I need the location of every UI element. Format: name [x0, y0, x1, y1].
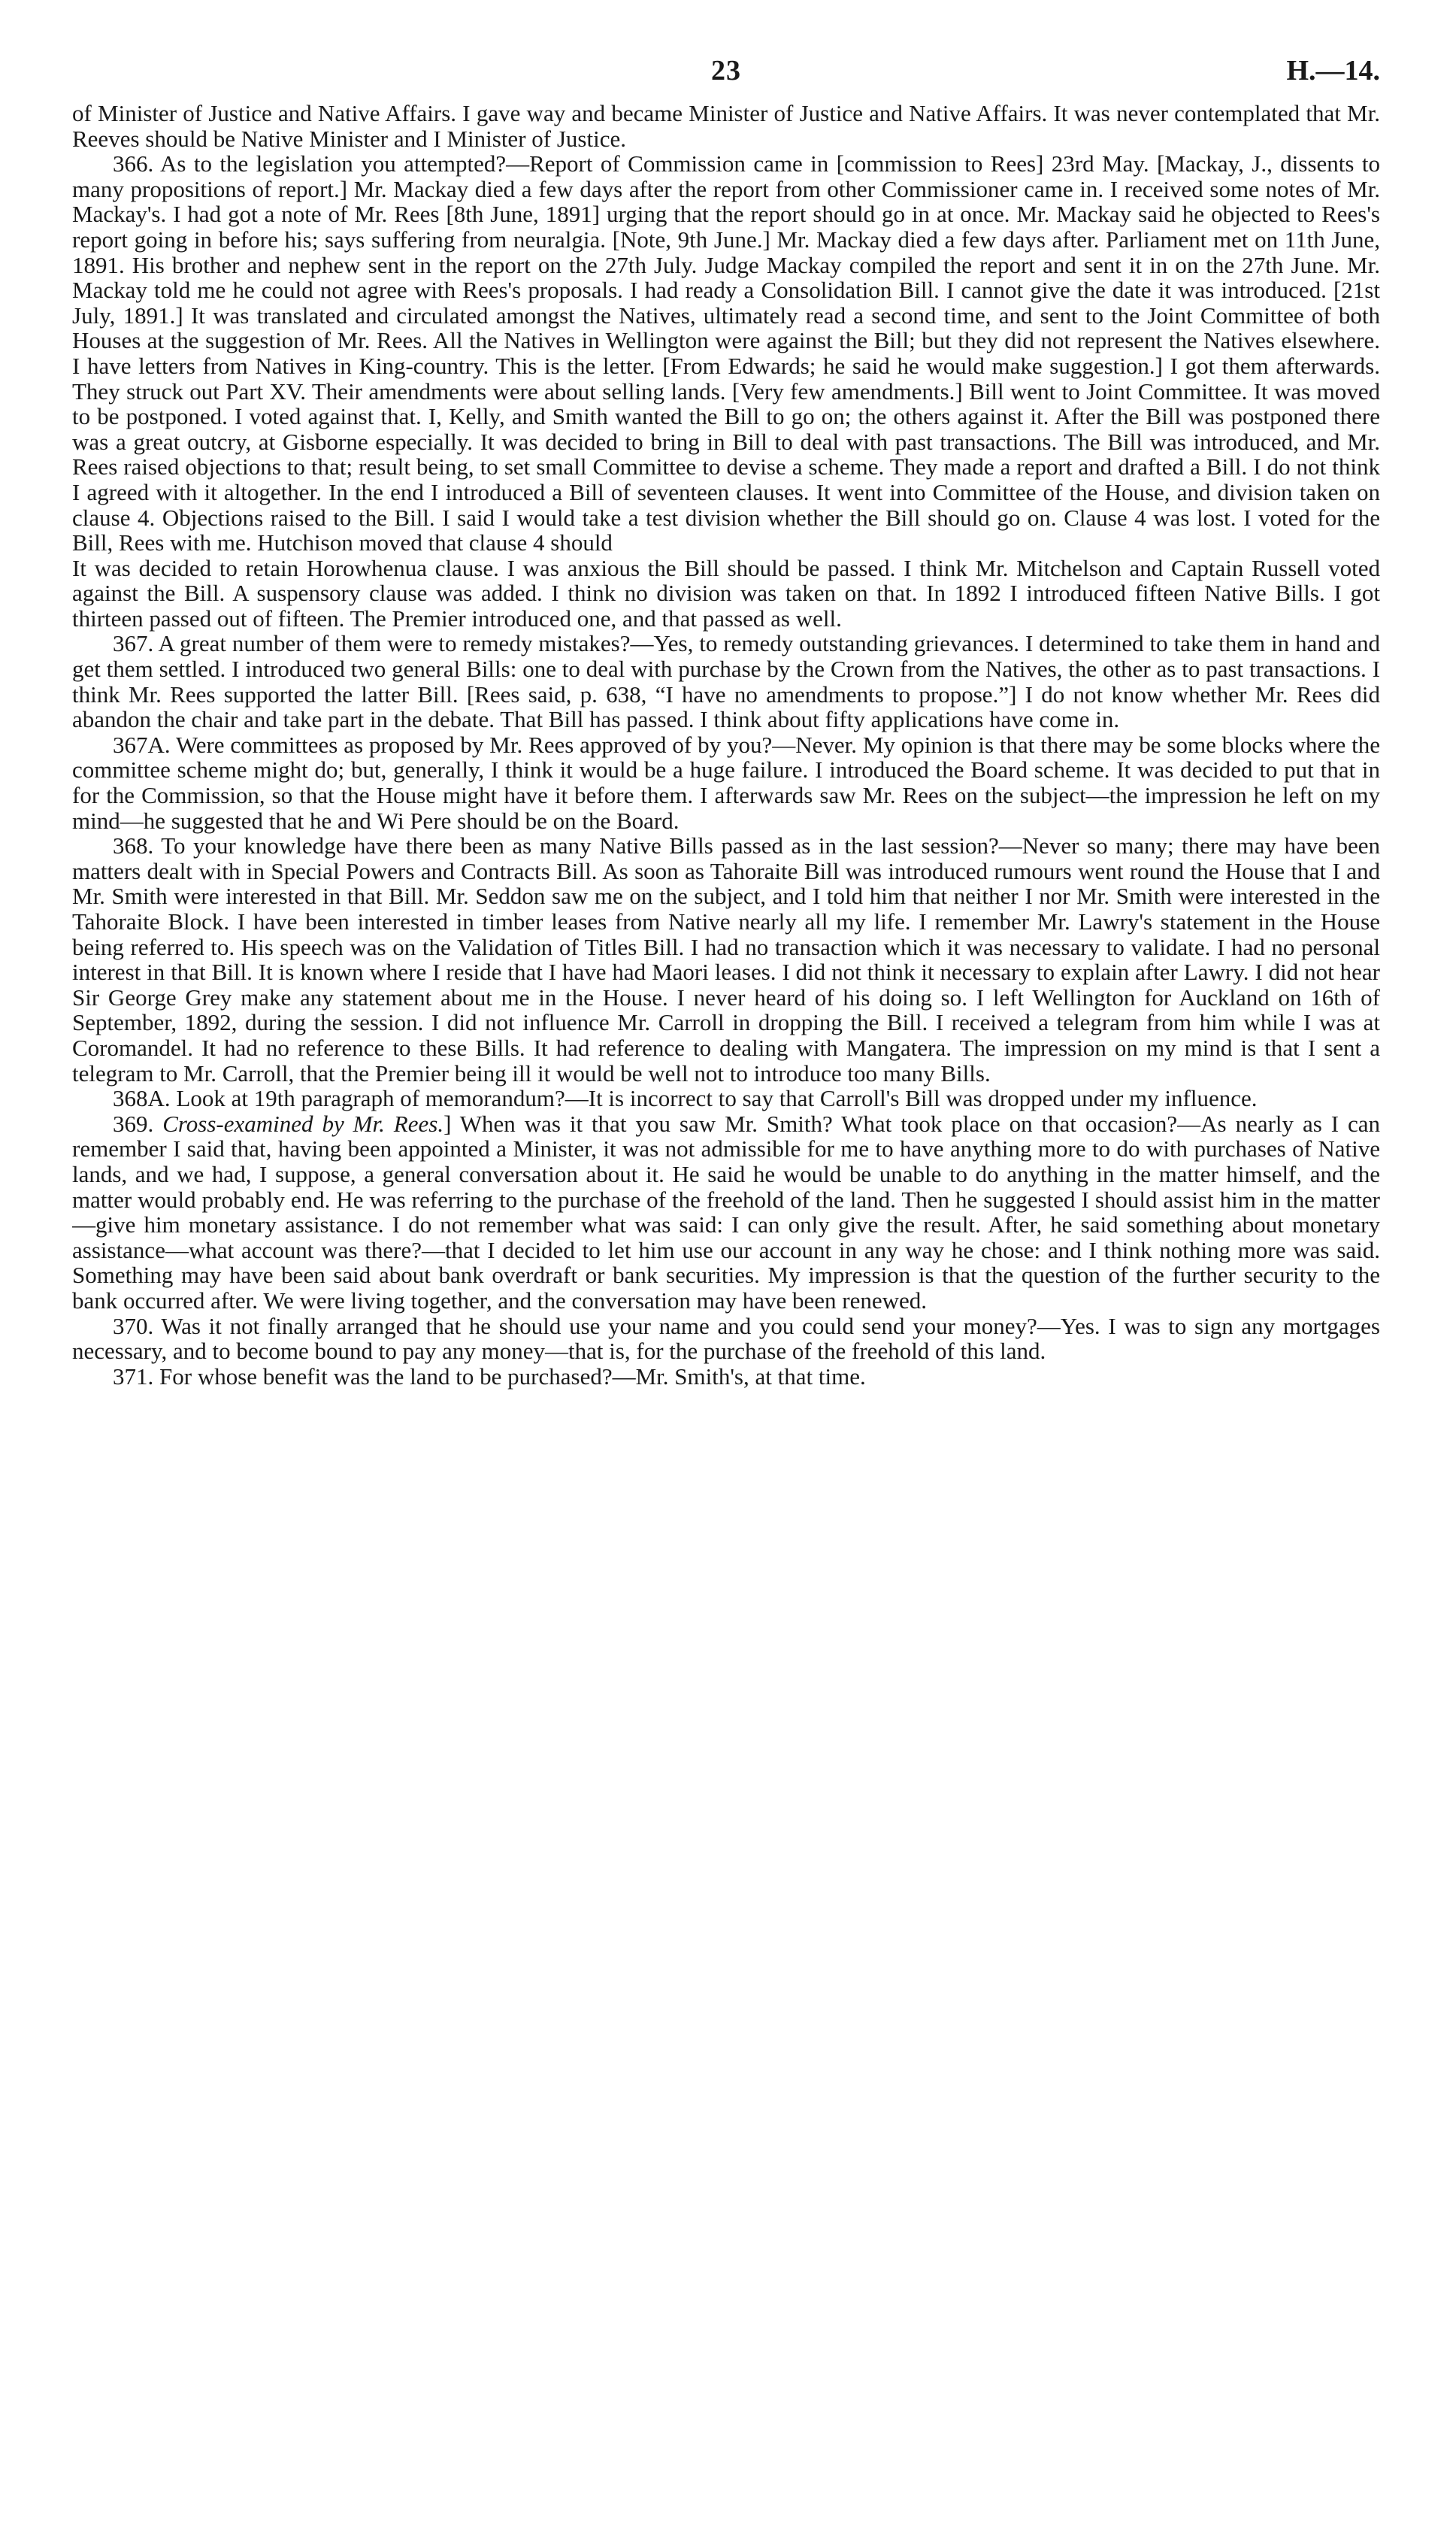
- paragraph-369-italic: Cross-examined by Mr. Rees.: [162, 1110, 444, 1137]
- page-number: 23: [711, 55, 741, 86]
- paragraph-369-number: 369.: [113, 1110, 163, 1137]
- paragraph-366-continued: It was decided to retain Horowhenua clause. I was anxious the Bill should be passed. I think Mr. Mitchelson and Captain Russell voted against the Bill. A suspensory clause was added. I think no division was taken on that. In 1892 I introduced fifteen Native Bills. I got thirteen passed out of fifteen. The Premier introduced one, and that passed as well.: [72, 554, 1380, 632]
- paragraph-continuation: of Minister of Justice and Native Affairs. I gave way and became Minister of Justice and Native Affairs. It was never contemplated that Mr. Reeves should be Native Minister and I Minister of Justice.: [72, 100, 1380, 152]
- document-page: [72, 54, 1380, 2498]
- paragraph-369-text: ] When was it that you saw Mr. Smith? What took place on that occasion?—As nearly as I can remember I said that, having been appointed a Minister, it was not admissible for me to have anything more to do with purchases of Native lands, and we had, I suppose, a general conversation about it. He said he would be unable to do anything in the matter himself, and the matter would probably end. He was referring to the purchase of the freehold of the land. Then he suggested I should assist him in the matter—give him monetary assistance. I do not remember what was said: I can only give the result. After, he said something about monetary assistance—what account was there?—that I decided to let him use our account in any way he chose: and I think nothing more was said. Something may have been said about bank overdraft or bank securities. My impression is that the question of the further security to the bank occurred after. We were living together, and the conversation may have been renewed.: [72, 1110, 1380, 1314]
- paragraph-370: 370. Was it not finally arranged that he should use your name and you could send your money?—Yes. I was to sign any mortgages necessary, and to become bound to pay any money—that is, for the purchase of the freehold of this land.: [72, 1312, 1380, 1365]
- page-header: [72, 54, 1380, 101]
- body-text: [72, 101, 1380, 1389]
- paragraph-368: 368. To your knowledge have there been as many Native Bills passed as in the last session?—Never so many; there may have been matters dealt with in Special Powers and Contracts Bill. As soon as Tahoraite Bill was introduced rumours went round the House that I and Mr. Smith were interested in that Bill. Mr. Seddon saw me on the subject, and I told him that neither I nor Mr. Smith were interested in the Tahoraite Block. I have been interested in timber leases from Native nearly all my life. I remember Mr. Lawry's statement in the House being referred to. His speech was on the Validation of Titles Bill. I had no transaction which it was necessary to validate. I had no personal interest in that Bill. It is known where I reside that I have had Maori leases. I did not think it necessary to explain after Lawry. I did not hear Sir George Grey make any statement about me in the House. I never heard of his doing so. I left Wellington for Auckland on 16th of September, 1892, during the session. I did not influence Mr. Carroll in dropping the Bill. I received a telegram from him while I was at Coromandel. It had no reference to these Bills. It had reference to dealing with Mangatera. The impression on my mind is that I sent a telegram to Mr. Carroll, that the Premier being ill it would be well not to introduce too many Bills.: [72, 832, 1380, 1087]
- paragraph-366: 366. As to the legislation you attempted?—Report of Commission came in [commission to Rees] 23rd May. [Mackay, J., dissents to many propositions of report.] Mr. Mackay died a few days after the report from other Commissioner came in. I received some notes of Mr. Mackay's. I had got a note of Mr. Rees [8th June, 1891] urging that the report should go in at once. Mr. Mackay said he objected to Rees's report going in before his; says suffering from neuralgia. [Note, 9th June.] Mr. Mackay died a few days after. Parliament met on 11th June, 1891. His brother and nephew sent in the report on the 27th July. Judge Mackay compiled the report and sent it in on the 27th June. Mr. Mackay told me he could not agree with Rees's proposals. I had ready a Consolidation Bill. I cannot give the date it was introduced. [21st July, 1891.] It was translated and circulated amongst the Natives, ultimately read a second time, and sent to the Joint Committee of both Houses at the suggestion of Mr. Rees. All the Natives in Wellington were against the Bill; but they did not represent the Natives elsewhere. I have letters from Natives in King-country. This is the letter. [From Edwards; he said he would make suggestion.] I got them afterwards. They struck out Part XV. Their amendments were about selling lands. [Very few amendments.] Bill went to Joint Committee. It was moved to be postponed. I voted against that. I, Kelly, and Smith wanted the Bill to go on; the others against it. After the Bill was postponed there was a great outcry, at Gisborne especially. It was decided to bring in Bill to deal with past transactions. The Bill was introduced, and Mr. Rees raised objections to that; result being, to set small Committee to devise a scheme. They made a report and drafted a Bill. I do not think I agreed with it altogether. In the end I introduced a Bill of seventeen clauses. It went into Committee of the House, and division taken on clause 4. Objections raised to the Bill. I said I would take a test division whether the Bill should go on. Clause 4 was lost. I voted for the Bill, Rees with me. Hutchison moved that clause 4 should: [72, 150, 1380, 556]
- paragraph-367: 367. A great number of them were to remedy mistakes?—Yes, to remedy outstanding grievances. I determined to take them in hand and get them settled. I introduced two general Bills: one to deal with purchase by the Crown from the Natives, the other as to past transactions. I think Mr. Rees supported the latter Bill. [Rees said, p. 638, “I have no amendments to propose.”] I do not know whether Mr. Rees did abandon the chair and take part in the debate. That Bill has passed. I think about fifty applications have come in.: [72, 630, 1380, 733]
- paragraph-368a: 368A. Look at 19th paragraph of memorandum?—It is incorrect to say that Carroll's Bill was dropped under my influence.: [113, 1085, 1258, 1112]
- page-reference: H.—14.: [1286, 55, 1380, 86]
- paragraph-369: [72, 1111, 1380, 1314]
- paragraph-367a: 367A. Were committees as proposed by Mr. Rees approved of by you?—Never. My opinion is that there may be some blocks where the committee scheme might do; but, generally, I think it would be a huge failure. I introduced the Board scheme. It was decided to put that in for the Commission, so that the House might have it before them. I afterwards saw Mr. Rees on the subject—the impression he left on my mind—he suggested that he and Wi Pere should be on the Board.: [72, 731, 1380, 834]
- paragraph-371: 371. For whose benefit was the land to be purchased?—Mr. Smith's, at that time.: [113, 1362, 866, 1390]
